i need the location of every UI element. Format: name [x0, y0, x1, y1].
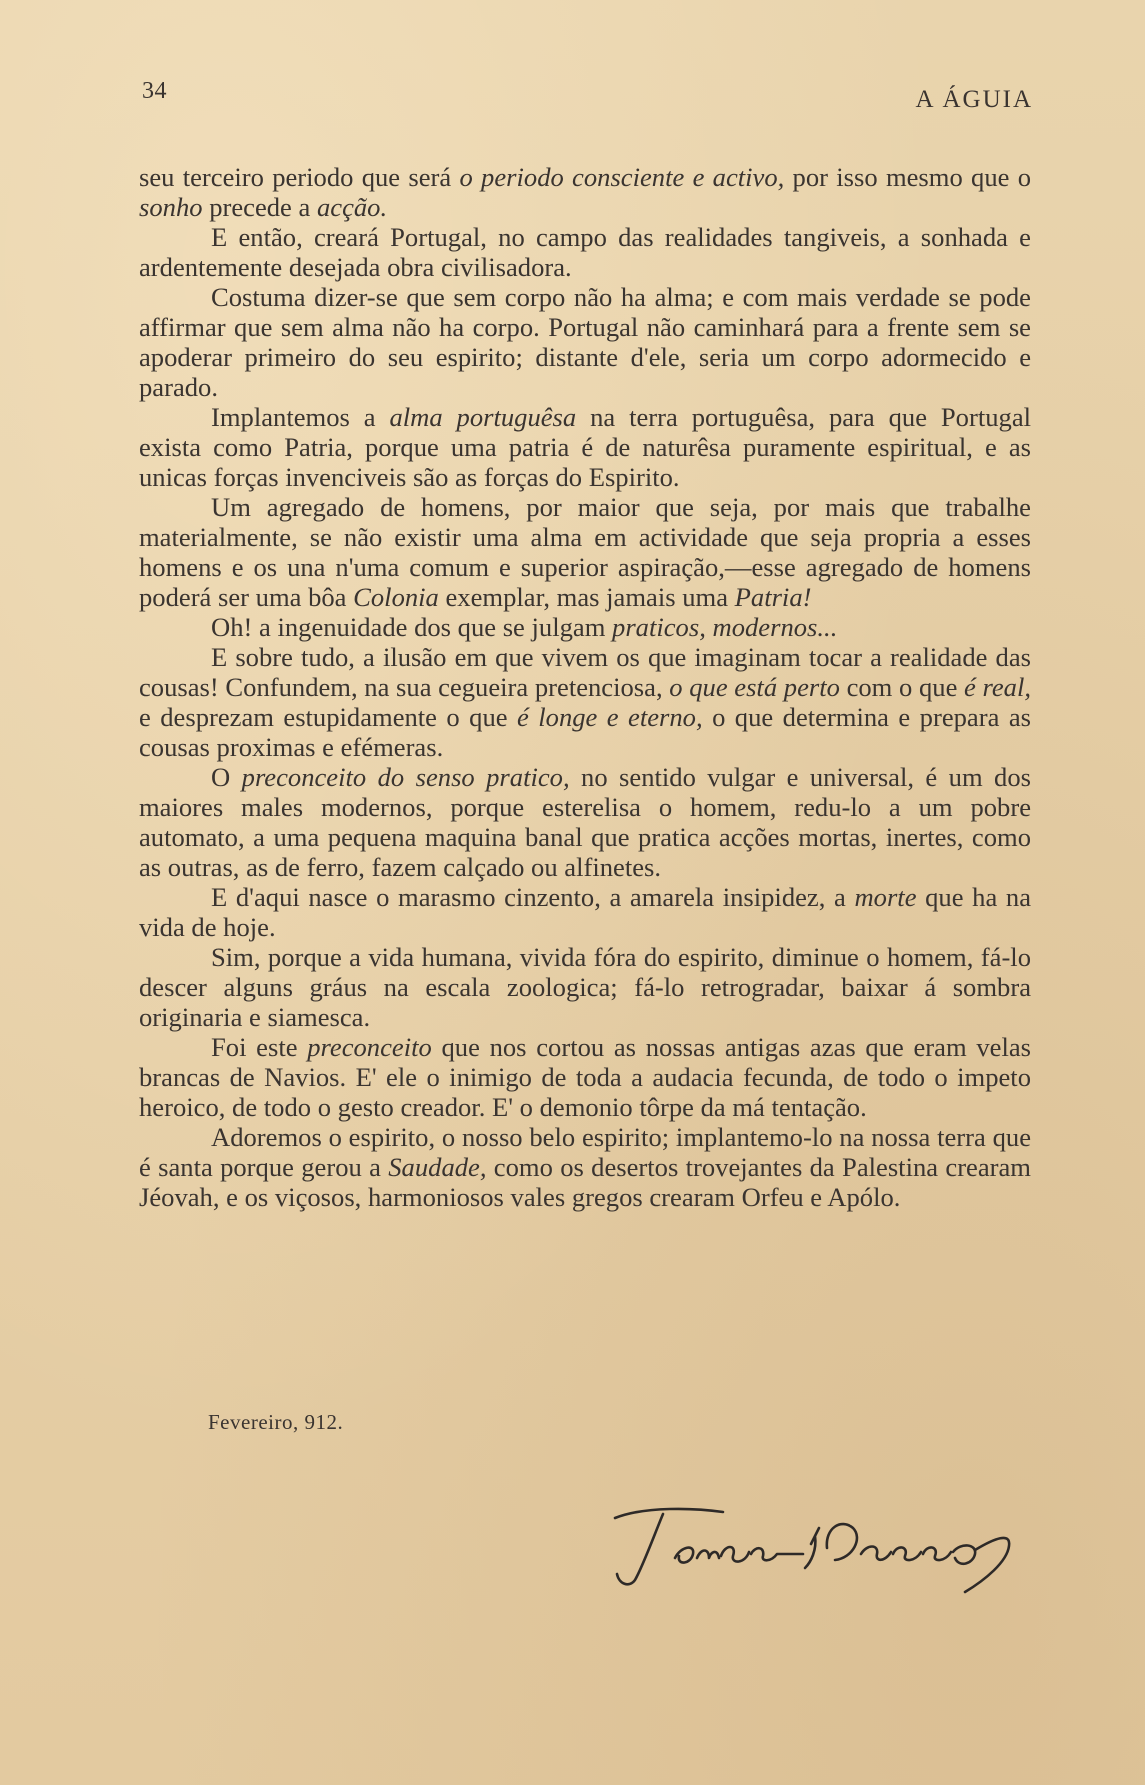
text-run: Um agregado de homens, por maior que seja, por mais que trabalhe materialmente, se não existir uma alma em actividade que seja propria a esses homens e os una n'uma comum e superior aspiração,—esse agregado de homens poderá ser uma bôa [139, 492, 1031, 612]
italic-phrase: preconceito do senso pratico, [241, 762, 570, 792]
text-run: Implantemos a [211, 402, 390, 432]
text-run: E d'aqui nasce o marasmo cinzento, a amarela insipidez, a [211, 882, 855, 912]
paragraph [139, 882, 1031, 942]
italic-phrase: acção. [316, 192, 388, 222]
italic-phrase: alma portuguêsa [389, 402, 577, 432]
paragraph [139, 762, 1031, 882]
running-title: A ÁGUIA [915, 86, 1033, 113]
text-run: O [211, 762, 242, 792]
paragraph [139, 402, 1031, 492]
text-run: E sobre tudo, a ilusão em que vivem os que imaginam tocar a realidade das cousas! Confundem, na sua cegueira pretenciosa, [139, 642, 1031, 702]
text-run: Costuma dizer-se que sem corpo não ha alma; e com mais verdade se pode affirmar que sem alma não ha corpo. Portugal não caminhará para a frente sem se apoderar primeiro do seu espirito; distante d'ele, seria um corpo adormecido e parado. [139, 282, 1031, 402]
italic-phrase: o que está perto [669, 672, 840, 702]
italic-phrase: morte [854, 882, 917, 912]
dateline: Fevereiro, 912. [208, 1410, 344, 1434]
italic-phrase: preconceito [307, 1032, 432, 1062]
signature-drawing [605, 1488, 1025, 1598]
paragraph [139, 162, 1031, 222]
paragraph [139, 612, 1031, 642]
article-body [139, 162, 1031, 1212]
italic-phrase: Colonia [353, 582, 439, 612]
text-run: que nos cortou as nossas antigas azas que eram velas brancas de Navios. E' ele o inimigo de toda a audacia fecunda, de todo o impeto heroico, de todo o gesto creador. E' o demonio tôrpe da má tentação. [139, 1032, 1031, 1122]
text-run: Foi este [211, 1032, 308, 1062]
italic-phrase: é real, [964, 672, 1032, 702]
paragraph [139, 1122, 1031, 1212]
text-run: Sim, porque a vida humana, vivida fóra do espirito, diminue o homem, fá-lo descer alguns gráus na escala zoologica; fá-lo retrogradar, baixar á sombra originaria e siamesca. [139, 942, 1031, 1032]
text-run: e desprezam estupidamente o que [139, 702, 518, 732]
text-run: por isso mesmo que o [784, 162, 1032, 192]
italic-phrase: sonho [139, 192, 203, 222]
paragraph [139, 492, 1031, 612]
text-run: E então, creará Portugal, no campo das realidades tangiveis, a sonhada e ardentemente desejada obra civilisadora. [139, 222, 1031, 282]
paragraph [139, 642, 1031, 762]
text-run: como os desertos trovejantes da Palestina crearam Jéovah, e os viçosos, harmoniosos vales gregos crearam Orfeu e Apólo. [139, 1152, 1031, 1212]
text-run: precede a [202, 192, 317, 222]
text-run: o que determina e prepara as cousas proximas e efémeras. [139, 702, 1031, 762]
text-run: no sentido vulgar e universal, é um dos maiores males modernos, porque esterelisa o homem, redu-lo a um pobre automato, a uma pequena maquina banal que pratica acções mortas, inertes, como as outras, as de ferro, fazem calçado ou alfinetes. [139, 762, 1031, 882]
author-signature [605, 1488, 1025, 1598]
paragraph [139, 222, 1031, 282]
paragraph [139, 942, 1031, 1032]
italic-phrase: é longe e eterno, [517, 702, 703, 732]
page-number: 34 [142, 78, 167, 104]
text-run: exemplar, mas jamais uma [438, 582, 735, 612]
text-run: Oh! a ingenuidade dos que se julgam [211, 612, 613, 642]
italic-phrase: Patria! [734, 582, 812, 612]
italic-phrase: Saudade, [388, 1152, 487, 1182]
text-run: seu terceiro periodo que será [139, 162, 460, 192]
paragraph [139, 1032, 1031, 1122]
text-run: com o que [839, 672, 965, 702]
text-run: na terra portuguêsa, para que Portugal exista como Patria, porque uma patria é de naturêsa puramente espiritual, e as unicas forças invenciveis são as forças do Espirito. [139, 402, 1032, 492]
paragraph [139, 282, 1031, 402]
text-run: que ha na vida de hoje. [139, 882, 1032, 942]
italic-phrase: o periodo consciente e activo, [459, 162, 785, 192]
text-run: Adoremos o espirito, o nosso belo espirito; implantemo-lo na nossa terra que é santa porque gerou a [139, 1122, 1031, 1182]
italic-phrase: praticos, modernos... [612, 612, 838, 642]
